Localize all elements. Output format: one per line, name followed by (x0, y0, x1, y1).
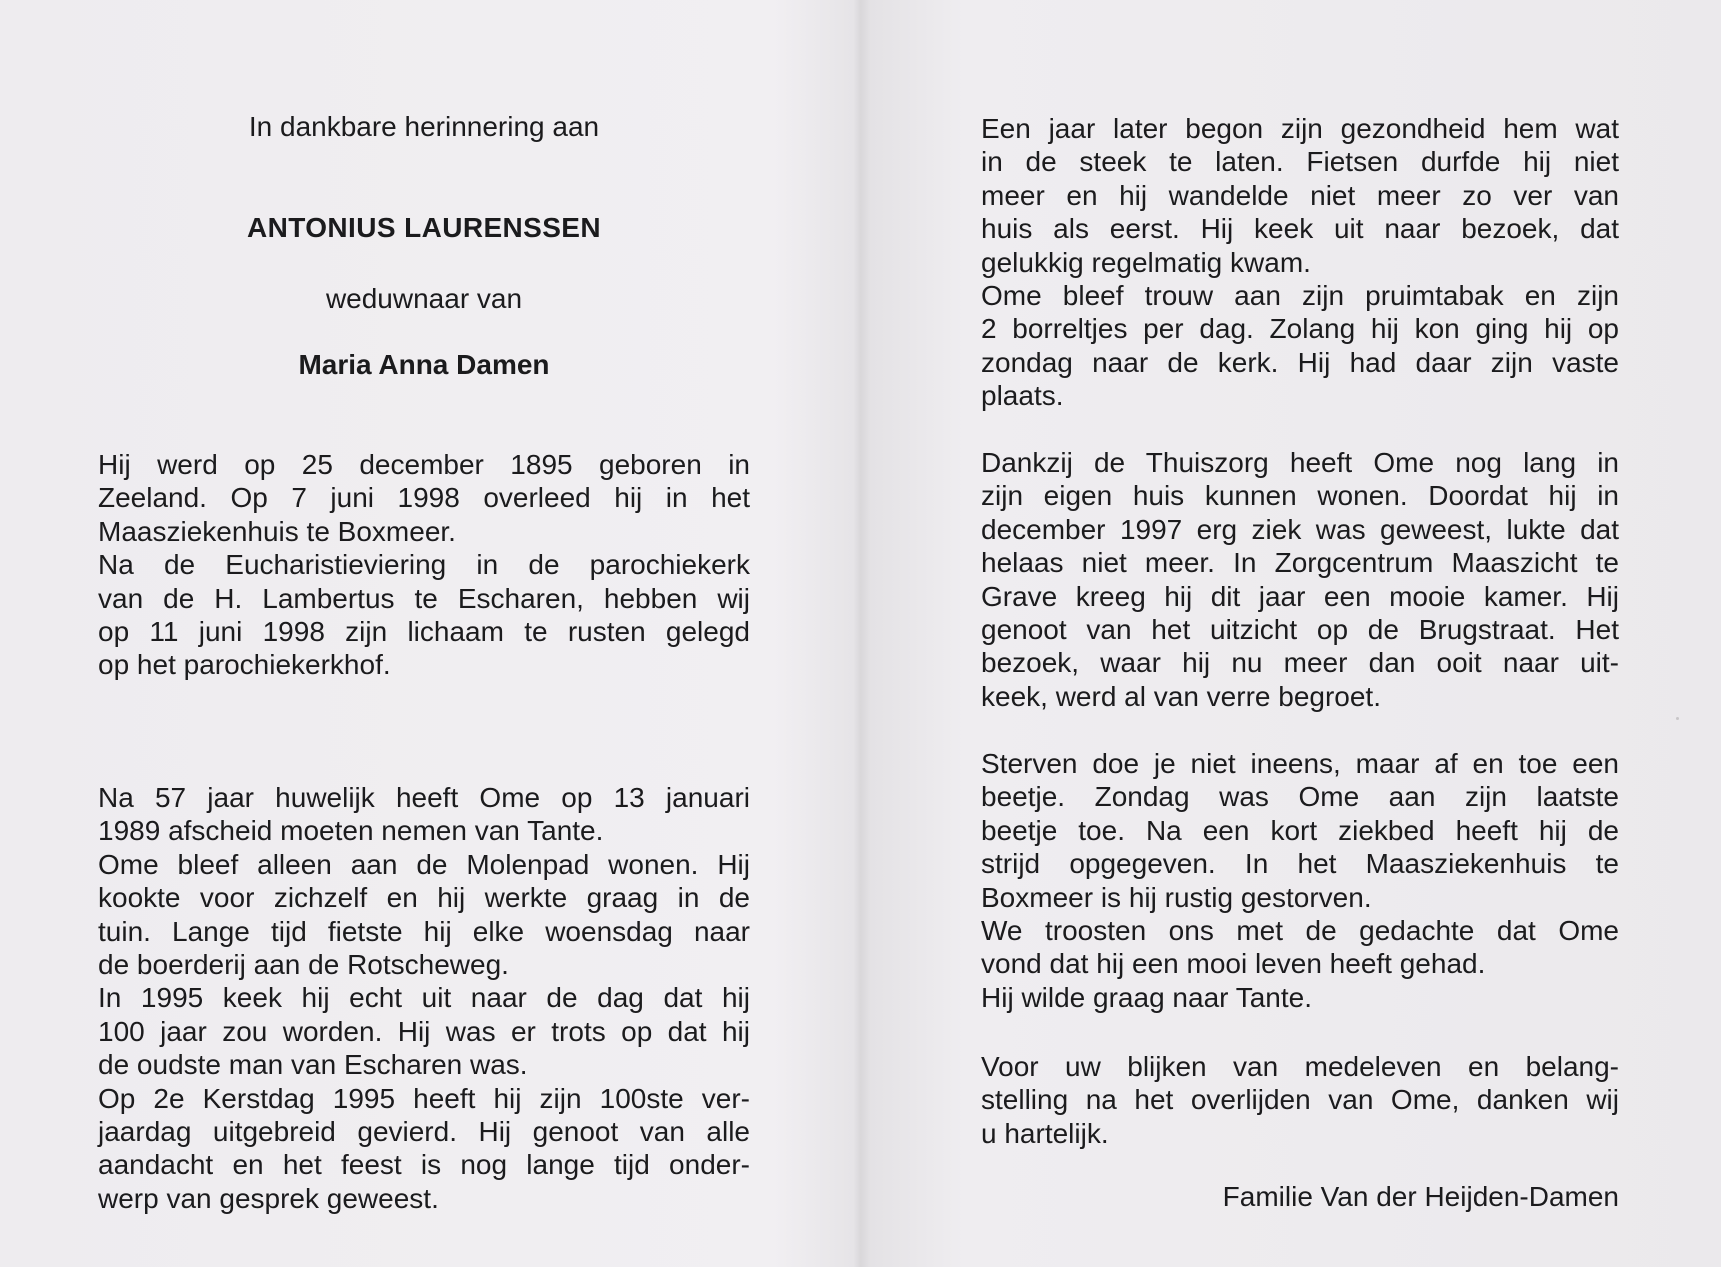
text-line: Op 2e Kerstdag 1995 heeft hij zijn 100ste ver- (98, 1082, 750, 1114)
deceased-name: ANTONIUS LAURENSSEN (246, 212, 601, 243)
text-line: 100 jaar zou worden. Hij was er trots op dat hij (98, 1015, 750, 1047)
biography-paragraph-1 (98, 448, 750, 682)
text-line: op het parochiekerkhof. (98, 649, 391, 681)
text-line: In 1995 keek hij echt uit naar de dag dat hij (98, 982, 750, 1014)
text-line: u hartelijk. (981, 1117, 1109, 1149)
spouse-name: Maria Anna Damen (298, 349, 550, 380)
text-line: Ome bleef trouw aan zijn pruimtabak en zijn (981, 280, 1619, 312)
text-line: Grave kreeg hij dit jaar een mooie kamer. Hij (981, 580, 1619, 612)
text-line: helaas niet meer. In Zorgcentrum Maaszicht te (981, 547, 1619, 579)
text-line: zondag naar de kerk. Hij had daar zijn vaste (981, 346, 1619, 378)
biography-paragraph-2 (98, 781, 750, 1215)
text-line: Voor uw blijken van medeleven en belang- (981, 1051, 1619, 1082)
text-line: december 1997 erg ziek was geweest, lukte dat (981, 513, 1619, 545)
biography-paragraph-3 (981, 112, 1619, 413)
text-line: keek, werd al van verre begroet. (981, 680, 1381, 712)
text-line: op 11 juni 1998 zijn lichaam te rusten gelegd (98, 616, 750, 648)
text-line: beetje. Zondag was Ome aan zijn laatste (981, 781, 1619, 813)
text-line: Ome bleef alleen aan de Molenpad wonen. Hij (98, 848, 750, 880)
text-line: in de steek te laten. Fietsen durfde hij niet (981, 146, 1619, 178)
text-line: aandacht en het feest is nog lange tijd onder- (98, 1149, 750, 1181)
biography-paragraph-5 (981, 747, 1619, 1014)
text-line: strijd opgegeven. In het Maasziekenhuis te (981, 848, 1619, 880)
right-page (981, 0, 1619, 1267)
text-line: Hij werd op 25 december 1895 geboren in (98, 449, 750, 480)
text-line: werp van gesprek geweest. (98, 1182, 439, 1214)
text-line: Na de Eucharistieviering in de parochiekerk (98, 549, 750, 581)
text-line: beetje toe. Na een kort ziekbed heeft hij de (981, 814, 1619, 846)
text-line: de boerderij aan de Rotscheweg. (98, 949, 509, 981)
text-line: gelukkig regelmatig kwam. (981, 246, 1311, 278)
text-line: van de H. Lambertus te Escharen, hebben wij (98, 582, 750, 614)
text-line: genoot van het uitzicht op de Brugstraat. Het (981, 614, 1619, 646)
text-line: zijn eigen huis kunnen wonen. Doordat hij in (981, 480, 1619, 512)
text-line: 2 borreltjes per dag. Zolang hij kon ging hij op (981, 313, 1619, 345)
text-line: 1989 afscheid moeten nemen van Tante. (98, 815, 604, 847)
text-line: de oudste man van Escharen was. (98, 1049, 528, 1081)
text-line: plaats. (981, 380, 1064, 412)
text-line: vond dat hij een mooi leven heeft gehad. (981, 948, 1486, 980)
intro-text: In dankbare herinnering aan (248, 111, 600, 142)
text-line: stelling na het overlijden van Ome, danken wij (981, 1084, 1619, 1116)
paper-speck (1676, 717, 1679, 720)
thanks-paragraph (981, 1050, 1619, 1150)
text-line: huis als eerst. Hij keek uit naar bezoek, dat (981, 213, 1619, 245)
text-line: bezoek, waar hij nu meer dan ooit naar uit- (981, 647, 1619, 679)
text-line: jaardag uitgebreid gevierd. Hij genoot van alle (98, 1116, 750, 1148)
text-line: We troosten ons met de gedachte dat Ome (981, 915, 1619, 947)
family-signature: Familie Van der Heijden-Damen (1222, 1181, 1619, 1212)
left-page (98, 0, 750, 1267)
relation-text: weduwnaar van (325, 283, 523, 314)
text-line: tuin. Lange tijd fietste hij elke woensdag naar (98, 915, 750, 947)
text-line: Zeeland. Op 7 juni 1998 overleed hij in het (98, 482, 750, 514)
text-line: kookte voor zichzelf en hij werkte graag in de (98, 882, 750, 914)
text-line: Een jaar later begon zijn gezondheid hem wat (981, 113, 1619, 144)
text-line: Boxmeer is hij rustig gestorven. (981, 881, 1372, 913)
text-line: Na 57 jaar huwelijk heeft Ome op 13 januari (98, 782, 750, 813)
biography-paragraph-4 (981, 446, 1619, 713)
text-line: Hij wilde graag naar Tante. (981, 981, 1313, 1013)
text-line: meer en hij wandelde niet meer zo ver van (981, 179, 1619, 211)
text-line: Sterven doe je niet ineens, maar af en toe een (981, 748, 1619, 779)
text-line: Maasziekenhuis te Boxmeer. (98, 515, 456, 547)
text-line: Dankzij de Thuiszorg heeft Ome nog lang in (981, 447, 1619, 478)
